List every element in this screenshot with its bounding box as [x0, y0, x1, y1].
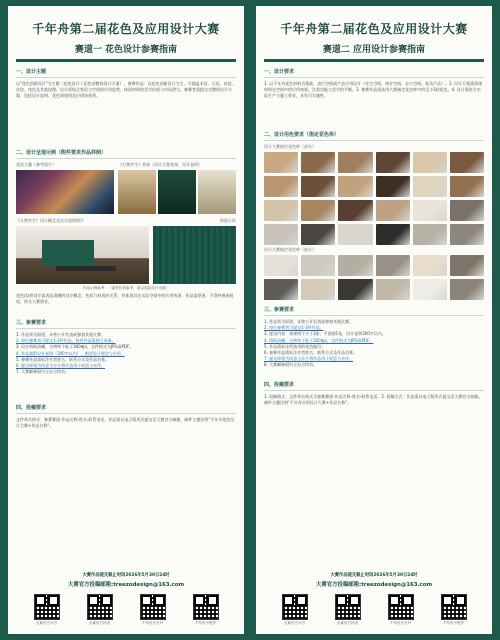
submission-email: 大赛官方投稿邮箱:treezodesign@163.com: [67, 582, 185, 588]
submission-email: 大赛官方投稿邮箱:treezodesign@163.com: [315, 582, 433, 588]
qr-caption: 大赛官方平台: [283, 621, 306, 625]
color-swatch: [301, 255, 335, 276]
poster-footer: [256, 572, 492, 634]
submission-text: 1. 投稿格式：文件命名格式为参赛赛道-作品名称-姓名-联系电话。2. 投稿方式：作品需以电子版形式提交至大赛官方邮箱，邮件主题注明"千年舟应用设计大赛+作品名称"。: [264, 394, 483, 406]
color-swatch: [301, 279, 335, 300]
requirement-item: 7. 大赛解释权归主办方所有。: [16, 369, 70, 375]
requirement-item: 7. 提交即视为同意主办方将作品用于展览与宣传。: [264, 356, 354, 362]
color-swatch: [338, 200, 372, 221]
color-swatch: [450, 152, 484, 173]
poster-subtitle: 赛道一 花色设计参赛指南: [74, 45, 178, 55]
section-divider: [16, 158, 236, 159]
section-divider: [264, 140, 484, 141]
effect-image: [158, 170, 196, 214]
color-swatch: [376, 255, 410, 276]
color-library-label: 设计大赛指定花色库（部分）: [264, 247, 316, 252]
color-swatch: [301, 224, 335, 245]
color-swatch: [413, 279, 447, 300]
finish-sample-image: [153, 226, 236, 284]
section-heading-design-requirements: 一、设计要求: [264, 69, 295, 75]
qr-caption: 千年舟小程序: [442, 621, 465, 625]
section-divider: [264, 315, 484, 316]
qr-caption: 大赛官方抖音: [88, 621, 111, 625]
color-swatch: [376, 152, 410, 173]
requirement-item: 2. 每位参赛者可提交1-3件作品，每件作品需独立成册。: [16, 338, 116, 344]
deadline-text: 大赛作品提交截止时间2026年5月30日24时: [330, 573, 418, 578]
qr-code-icon[interactable]: [87, 594, 113, 620]
requirement-item: 6. 提交即视为同意主办方将作品用于展览与宣传。: [16, 363, 106, 369]
poster-title: 千年舟第二届花色及应用设计大赛: [280, 22, 468, 36]
qr-caption: 大赛官方平台: [35, 621, 58, 625]
requirement-item: 3. 设计图纸清晰，分辨率不低于300dpi，文件格式为JPG或PDF。: [16, 344, 134, 350]
qr-code-icon[interactable]: [388, 594, 414, 620]
poster-panel-track-1: [8, 6, 244, 634]
qr-code-icon[interactable]: [193, 594, 219, 620]
poster-title: 千年舟第二届花色及应用设计大赛: [32, 22, 220, 36]
color-swatch: [264, 224, 298, 245]
section-divider: [264, 77, 484, 78]
interior-render-image: [16, 226, 149, 284]
title-divider: [16, 59, 236, 62]
sample-image-label: 饰面小样: [220, 218, 236, 223]
section-divider: [16, 77, 236, 78]
section-divider: [264, 390, 484, 391]
section-heading-submission: 四、投稿要求: [16, 405, 47, 411]
qr-caption: 千年舟小程序: [194, 621, 217, 625]
color-swatch: [376, 176, 410, 197]
deadline-text: 大赛作品提交截止时间2026年5月30日24时: [82, 573, 170, 578]
effect-image: [198, 170, 236, 214]
qr-code-icon[interactable]: [282, 594, 308, 620]
requirement-item: 4. 作品需附设计说明（300字以内），阐述设计理念与应用。: [16, 350, 125, 356]
pattern-image-label: 花纹主题（参考图片）: [16, 162, 56, 167]
poster-subtitle: 赛道二 应用设计参赛指南: [322, 45, 426, 55]
section-heading-design-theme: 一、设计主题: [16, 69, 47, 75]
effect-image: [118, 170, 156, 214]
color-swatch: [450, 200, 484, 221]
color-swatch: [413, 152, 447, 173]
section-heading-examples: 二、设计呈现示例（附件要求作品样例）: [16, 150, 107, 156]
requirement-item: 8. 大赛解释权归主办方所有。: [264, 362, 318, 368]
color-swatch: [264, 279, 298, 300]
color-swatch: [264, 200, 298, 221]
color-swatch: [413, 255, 447, 276]
requirement-item: 2. 每位参赛者可提交1-3件作品。: [264, 325, 324, 331]
pattern-image: [16, 170, 114, 214]
requirement-item: 5. 参赛作品需标注作者姓名、联系方式及作品名称。: [16, 356, 110, 362]
title-divider: [264, 59, 484, 62]
color-swatch: [301, 200, 335, 221]
color-swatch: [450, 176, 484, 197]
qr-code-row: [268, 594, 480, 626]
effect-image-label: 《万物共生》效果（设计方案效果、设计说明）: [118, 162, 203, 167]
section-heading-requirements: 三、参赛要求: [264, 307, 295, 313]
color-swatch: [338, 255, 372, 276]
requirements-list: [256, 319, 492, 375]
color-swatch: [301, 152, 335, 173]
qr-code-icon[interactable]: [335, 594, 361, 620]
color-swatch: [450, 255, 484, 276]
requirement-item: 1. 作品须为原创，未曾公开发表或参加其他比赛。: [16, 332, 106, 337]
color-swatch: [264, 176, 298, 197]
color-swatch: [413, 224, 447, 245]
color-swatch-grid: [264, 255, 484, 300]
section-divider: [16, 328, 236, 329]
color-swatch: [450, 279, 484, 300]
concept-image-label: 《万物共生》设计概念及设计说明图片: [16, 218, 84, 223]
color-swatch: [264, 255, 298, 276]
submission-text: 文件命名格式：参赛赛道-作品名称-姓名-联系电话。作品需以电子版形式提交至大赛官方邮箱，邮件主题注明"千年舟花色设计大赛+作品名称"。: [16, 417, 235, 429]
qr-caption: 千年舟官方号: [141, 621, 164, 625]
section-heading-color-library: 二、设计用色要求（指定花色库）: [264, 132, 340, 138]
section-heading-requirements: 三、参赛要求: [16, 320, 47, 326]
color-swatch: [338, 224, 372, 245]
color-swatch: [376, 279, 410, 300]
color-swatch: [413, 200, 447, 221]
poster-footer: [8, 572, 244, 634]
requirement-item: 5. 作品需标注所选用的花色编号。: [264, 343, 326, 349]
requirement-item: 6. 参赛作品需标注作者姓名、联系方式及作品名称。: [264, 350, 358, 356]
requirement-item: 1. 作品须为原创，未曾公开发表或参加其他比赛。: [264, 319, 354, 324]
color-swatch: [413, 176, 447, 197]
examples-text: 花色/纹样设计需表达清晰的设计概念、色彩与材质的关系，并体现其在实际空间中的应用效果，作品需原创，不得抄袭或侵权，符合大赛要求。: [16, 293, 234, 305]
color-swatch: [264, 152, 298, 173]
color-swatch: [338, 279, 372, 300]
color-swatch: [376, 200, 410, 221]
design-theme-text: 以"花色创新设计"为主题（花色设计 / 花色的整体设计方案）。参赛作品：以花色创新设计为主，可涵盖木纹、石纹、布纹、皮纹、纯色及其他纹理，设计需贴合家居与空间的应用趋势，体现材料的美学价值与市场潜力。参赛者需提交完整的设计方案，包括设计说明、花色效果图及应用场景图。: [16, 81, 236, 99]
color-swatch: [376, 224, 410, 245]
qr-code-row: [20, 594, 232, 626]
color-swatch: [338, 152, 372, 173]
section-heading-submission: 四、投稿要求: [264, 382, 295, 388]
examples-caption: 作品示例参考：（素材仅供参考，请以实际设计为准）: [82, 286, 170, 290]
color-swatch: [450, 224, 484, 245]
design-requirements-text: 1. 以千年舟花色材料为基础，进行空间或产品应用设计（住宅空间、商业空间、办公空间、家具产品）。2. 设计方案需体现材料在空间中的应用效果，注重功能与美学的平衡。3. 参赛作品需选用大赛指定花色库中的至少3款花色。4. 设计需符合实际生产与施工要求，具有可实施性。: [264, 81, 483, 99]
requirement-item: 3. 提交内容：效果图不少于3张，平面图1张，设计说明300字以内。: [264, 331, 386, 337]
requirements-list: [8, 332, 244, 398]
qr-code-icon[interactable]: [34, 594, 60, 620]
color-swatch-grid: [264, 152, 484, 245]
qr-code-icon[interactable]: [140, 594, 166, 620]
section-divider: [16, 413, 236, 414]
qr-caption: 千年舟官方号: [389, 621, 412, 625]
color-swatch: [301, 176, 335, 197]
requirement-item: 4. 图纸清晰，分辨率不低于300dpi，文件格式为JPG或PDF。: [264, 337, 374, 343]
qr-caption: 大赛官方抖音: [336, 621, 359, 625]
color-swatch: [338, 176, 372, 197]
qr-code-icon[interactable]: [441, 594, 467, 620]
poster-panel-track-2: [256, 6, 492, 634]
color-library-label: 设计大赛指定花色库（部分）: [264, 144, 316, 149]
